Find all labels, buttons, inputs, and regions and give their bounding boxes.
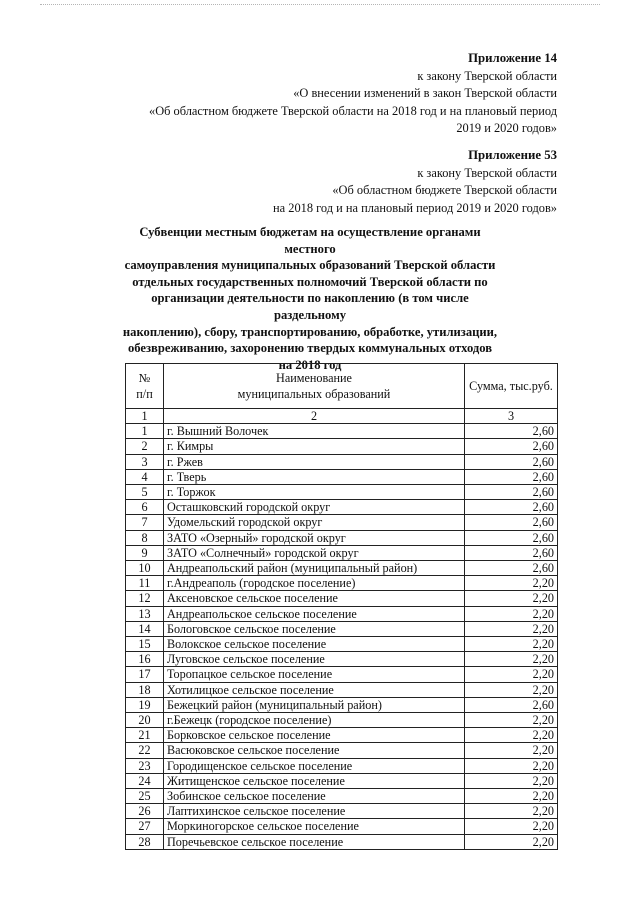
appendix-14-line-3: «Об областном бюджете Тверской области на 2018 год и на плановый период (149, 103, 557, 118)
table-row (126, 682, 558, 697)
row-number: 4 (126, 469, 164, 484)
row-amount: 2,20 (465, 804, 558, 819)
table-row (126, 773, 558, 788)
row-number: 23 (126, 758, 164, 773)
row-amount: 2,60 (465, 454, 558, 469)
row-number: 11 (126, 576, 164, 591)
row-amount: 2,60 (465, 515, 558, 530)
row-amount: 2,20 (465, 606, 558, 621)
row-amount: 2,20 (465, 758, 558, 773)
row-number: 6 (126, 500, 164, 515)
row-municipality-name: Андреапольское сельское поселение (164, 606, 465, 621)
row-number: 15 (126, 637, 164, 652)
row-municipality-name: Луговское сельское поселение (164, 652, 465, 667)
row-number: 1 (126, 424, 164, 439)
table-row (126, 713, 558, 728)
row-municipality-name: Торопацкое сельское поселение (164, 667, 465, 682)
table-row (126, 576, 558, 591)
table-header-row (126, 364, 558, 409)
row-municipality-name: Осташковский городской округ (164, 500, 465, 515)
row-number: 17 (126, 667, 164, 682)
row-amount: 2,60 (465, 424, 558, 439)
row-number: 14 (126, 621, 164, 636)
appendix-53-line-3: на 2018 год и на плановый период 2019 и 2020 годов» (273, 200, 557, 215)
row-municipality-name: Андреапольский район (муниципальный район) (164, 561, 465, 576)
table-row (126, 819, 558, 834)
row-amount: 2,60 (465, 530, 558, 545)
subventions-table (125, 363, 558, 850)
row-municipality-name: Городищенское сельское поселение (164, 758, 465, 773)
row-amount: 2,20 (465, 667, 558, 682)
document-title-line-2: самоуправления муниципальных образований Тверской области (124, 258, 496, 273)
row-number: 24 (126, 773, 164, 788)
row-amount: 2,60 (465, 561, 558, 576)
row-municipality-name: г. Торжок (164, 485, 465, 500)
document-title-line-4: организации деятельности по накоплению (в том числе раздельному (151, 291, 469, 322)
table-row (126, 561, 558, 576)
document-title (120, 224, 500, 373)
row-municipality-name: Моркиногорское сельское поселение (164, 819, 465, 834)
table-row (126, 789, 558, 804)
appendix-53-line-1: к закону Тверской области (417, 165, 557, 180)
row-municipality-name: г. Ржев (164, 454, 465, 469)
row-municipality-name: ЗАТО «Озерный» городской округ (164, 530, 465, 545)
table-row (126, 621, 558, 636)
table-row (126, 743, 558, 758)
column-numbers-row (126, 409, 558, 424)
row-amount: 2,20 (465, 713, 558, 728)
column-header-name-line-2: муниципальных образований (237, 387, 391, 401)
table-row (126, 804, 558, 819)
table-row (126, 834, 558, 849)
table-row (126, 515, 558, 530)
column-number-1: 1 (126, 409, 164, 424)
column-header-sum: Сумма, тыс.руб. (465, 364, 558, 409)
table-row (126, 591, 558, 606)
row-number: 20 (126, 713, 164, 728)
appendix-14-line-4: 2019 и 2020 годов» (456, 121, 557, 135)
row-number: 25 (126, 789, 164, 804)
table-row (126, 758, 558, 773)
row-municipality-name: Борковское сельское поселение (164, 728, 465, 743)
table-row (126, 424, 558, 439)
row-number: 22 (126, 743, 164, 758)
row-municipality-name: г. Вышний Волочек (164, 424, 465, 439)
table-row (126, 530, 558, 545)
appendix-53-header (273, 147, 557, 217)
row-amount: 2,20 (465, 621, 558, 636)
row-amount: 2,20 (465, 834, 558, 849)
row-number: 8 (126, 530, 164, 545)
table-row (126, 697, 558, 712)
row-number: 9 (126, 545, 164, 560)
row-amount: 2,60 (465, 439, 558, 454)
row-municipality-name: г.Бежецк (городское поселение) (164, 713, 465, 728)
column-header-number (126, 364, 164, 409)
row-municipality-name: Хотилицкое сельское поселение (164, 682, 465, 697)
document-title-line-7: на 2018 год (278, 357, 342, 372)
row-number: 2 (126, 439, 164, 454)
row-number: 10 (126, 561, 164, 576)
row-amount: 2,20 (465, 773, 558, 788)
table-row (126, 606, 558, 621)
row-municipality-name: Лаптихинское сельское поселение (164, 804, 465, 819)
row-number: 7 (126, 515, 164, 530)
row-municipality-name: Поречьевское сельское поселение (164, 834, 465, 849)
row-amount: 2,20 (465, 819, 558, 834)
document-title-line-6: обезвреживанию, захоронению твердых коммунальных отходов (127, 341, 493, 356)
row-number: 21 (126, 728, 164, 743)
row-number: 12 (126, 591, 164, 606)
appendix-53-title: Приложение 53 (468, 148, 557, 162)
row-amount: 2,20 (465, 682, 558, 697)
column-number-3: 3 (465, 409, 558, 424)
table-row (126, 439, 558, 454)
row-amount: 2,20 (465, 637, 558, 652)
row-number: 26 (126, 804, 164, 819)
row-amount: 2,20 (465, 576, 558, 591)
row-number: 28 (126, 834, 164, 849)
row-number: 16 (126, 652, 164, 667)
table-row (126, 545, 558, 560)
table-row (126, 667, 558, 682)
row-municipality-name: г. Кимры (164, 439, 465, 454)
row-municipality-name: Бежецкий район (муниципальный район) (164, 697, 465, 712)
row-municipality-name: Зобинское сельское поселение (164, 789, 465, 804)
row-amount: 2,60 (465, 500, 558, 515)
row-amount: 2,60 (465, 485, 558, 500)
document-title-line-3: отдельных государственных полномочий Тверской области по (132, 274, 488, 289)
row-number: 19 (126, 697, 164, 712)
row-municipality-name: ЗАТО «Солнечный» городской округ (164, 545, 465, 560)
table-row (126, 454, 558, 469)
row-municipality-name: Волокское сельское поселение (164, 637, 465, 652)
table-row (126, 500, 558, 515)
table-body (126, 424, 558, 850)
column-header-number-line-2: п/п (136, 387, 153, 401)
row-number: 3 (126, 454, 164, 469)
row-amount: 2,20 (465, 728, 558, 743)
row-number: 18 (126, 682, 164, 697)
row-municipality-name: г. Тверь (164, 469, 465, 484)
row-municipality-name: Житищенское сельское поселение (164, 773, 465, 788)
table-row (126, 652, 558, 667)
row-amount: 2,20 (465, 789, 558, 804)
row-amount: 2,60 (465, 469, 558, 484)
appendix-14-line-2: «О внесении изменений в закон Тверской области (293, 86, 557, 100)
column-header-name-line-1: Наименование (276, 371, 352, 385)
table-row (126, 469, 558, 484)
row-amount: 2,20 (465, 652, 558, 667)
column-number-2: 2 (164, 409, 465, 424)
row-number: 5 (126, 485, 164, 500)
row-number: 27 (126, 819, 164, 834)
row-amount: 2,60 (465, 697, 558, 712)
appendix-14-line-1: к закону Тверской области (417, 68, 557, 83)
table-row (126, 485, 558, 500)
appendix-14-header (149, 50, 557, 138)
row-amount: 2,60 (465, 545, 558, 560)
row-amount: 2,20 (465, 743, 558, 758)
appendix-14-title: Приложение 14 (468, 51, 557, 65)
document-title-line-1: Субвенции местным бюджетам на осуществление органами местного (139, 225, 481, 256)
row-municipality-name: Удомельский городской округ (164, 515, 465, 530)
table-row (126, 728, 558, 743)
row-municipality-name: Аксеновское сельское поселение (164, 591, 465, 606)
table-row (126, 637, 558, 652)
row-municipality-name: Бологовское сельское поселение (164, 621, 465, 636)
column-header-name (164, 364, 465, 409)
row-number: 13 (126, 606, 164, 621)
scan-edge-marks (40, 4, 600, 11)
row-amount: 2,20 (465, 591, 558, 606)
appendix-53-line-2: «Об областном бюджете Тверской области (332, 183, 557, 197)
column-header-number-line-1: № (138, 371, 151, 385)
row-municipality-name: Васюковское сельское поселение (164, 743, 465, 758)
row-municipality-name: г.Андреаполь (городское поселение) (164, 576, 465, 591)
document-title-line-5: накоплению), сбору, транспортированию, обработке, утилизации, (122, 324, 498, 339)
